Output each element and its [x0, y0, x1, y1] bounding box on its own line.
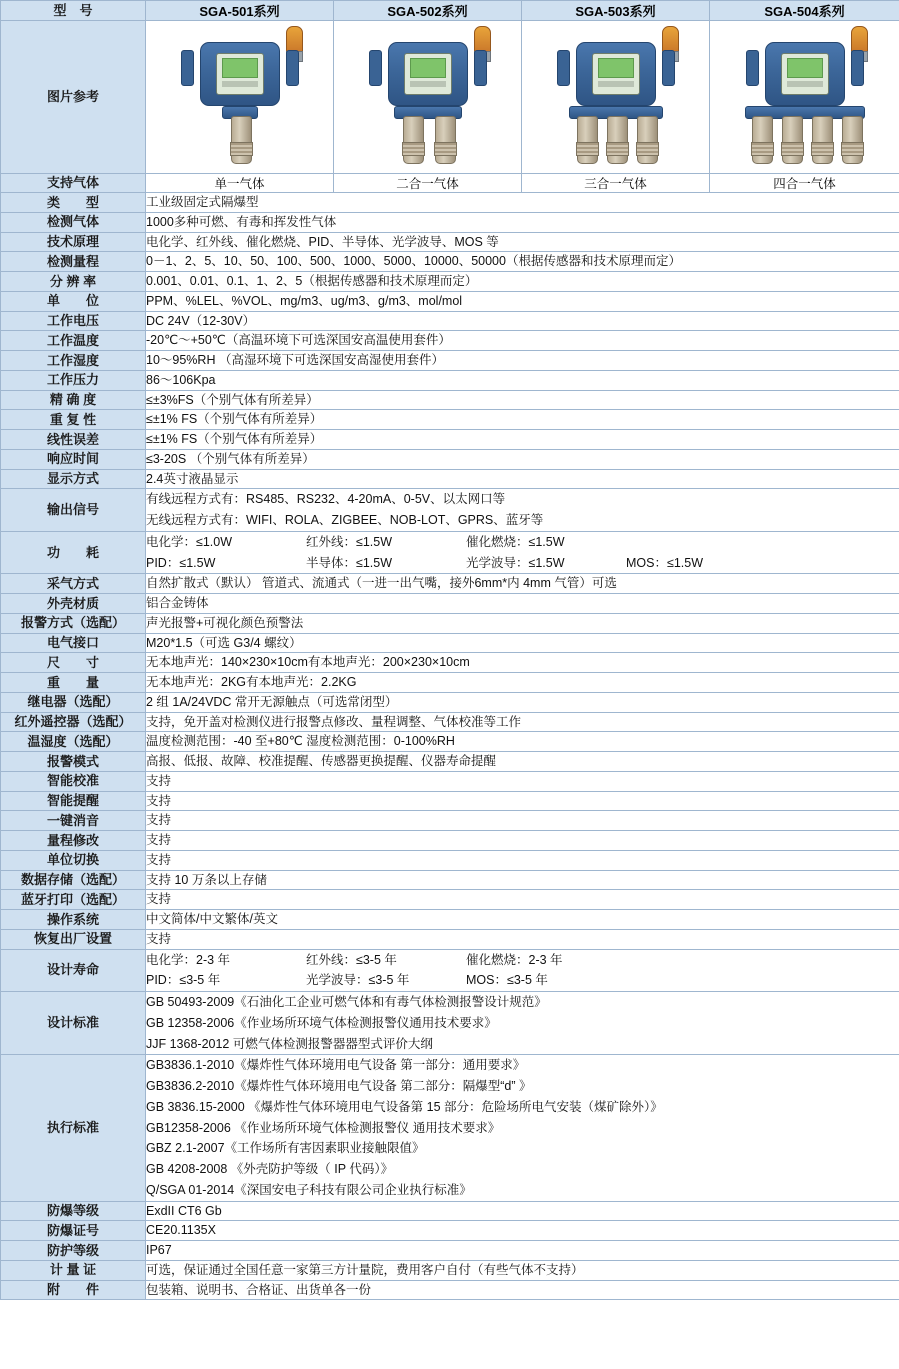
sensor-probe: [403, 116, 424, 164]
row-label-weight: 重 量: [1, 673, 146, 693]
table-row-design-standard: [1, 992, 899, 1055]
design-life-item: 催化燃烧：2-3 年: [466, 952, 563, 967]
size-part-1: 无本地声光：140×230×10cm: [146, 655, 308, 670]
table-row-accuracy: [1, 390, 899, 410]
power-item: 半导体：≤1.5W: [306, 555, 393, 570]
row-label-temp-humidity-option: 温湿度（选配）: [1, 732, 146, 752]
row-label-accuracy: 精 确 度: [1, 390, 146, 410]
row-label-housing-material: 外壳材质: [1, 594, 146, 614]
row-label-design-life: 设计寿命: [1, 949, 146, 992]
row-label-pressure: 工作压力: [1, 370, 146, 390]
design-life-item: [626, 951, 776, 970]
sensor-probe: [607, 116, 628, 164]
keypad: [222, 81, 258, 87]
row-value-ir-remote: 支持，免开盖对检测仪进行报警点修改、量程调整、气体校准等工作: [146, 712, 899, 732]
row-value-humidity: 10～95%RH （高湿环境下可选深国安高湿使用套件）: [146, 351, 899, 371]
sensor-probe: [637, 116, 658, 164]
row-value-explosion-proof-grade: ExdII CT6 Gb: [146, 1201, 899, 1221]
product-image-4: [710, 21, 899, 174]
row-value-linearity: ≤±1% FS（个别气体有所差异）: [146, 430, 899, 450]
table-row-range: [1, 252, 899, 272]
row-label-repeatability: 重 复 性: [1, 410, 146, 430]
power-line-2: [146, 553, 899, 574]
row-label-data-storage: 数据存储（选配）: [1, 870, 146, 890]
row-label-relay: 继电器（选配）: [1, 692, 146, 712]
row-label-supported-gas: 支持气体: [1, 174, 146, 193]
keypad: [787, 81, 823, 87]
sensor-probe: [577, 116, 598, 164]
sensor-probe: [812, 116, 833, 164]
power-item: 光学波导：≤1.5W: [466, 555, 565, 570]
table-row-display: [1, 469, 899, 489]
table-row-linearity: [1, 430, 899, 450]
row-label-one-key-mute: 一键消音: [1, 811, 146, 831]
detector-housing: [200, 42, 280, 106]
row-value-voltage: DC 24V（12-30V）: [146, 311, 899, 331]
size-part-2: 有本地声光：200×230×10cm: [307, 655, 470, 670]
row-label-power: 功 耗: [1, 531, 146, 574]
table-row-supported-gas: [1, 174, 899, 193]
row-label-metrology-cert: 计 量 证: [1, 1260, 146, 1280]
row-value-display: 2.4英寸液晶显示: [146, 469, 899, 489]
row-label-linearity: 线性误差: [1, 430, 146, 450]
row-label-smart-calibration: 智能校准: [1, 771, 146, 791]
power-item: [626, 533, 776, 552]
row-label-design-standard: 设计标准: [1, 992, 146, 1055]
row-label-factory-reset: 恢复出厂设置: [1, 929, 146, 949]
table-row-model: [1, 1, 899, 21]
row-label-range: 检测量程: [1, 252, 146, 272]
row-label-model: 型 号: [1, 1, 146, 21]
housing-side-right: [474, 50, 487, 86]
row-label-operating-system: 操作系统: [1, 910, 146, 930]
table-row-power: [1, 531, 899, 574]
sensor-probe: [752, 116, 773, 164]
row-value-bluetooth-print: 支持: [146, 890, 899, 910]
table-row-execution-standard: [1, 1055, 899, 1201]
execution-standard-line: GBZ 2.1-2007《工作场所有害因素职业接触限值》: [146, 1141, 425, 1156]
row-value-accessories: 包装箱、说明书、合格证、出货单各一份: [146, 1280, 899, 1300]
sensor-probe: [842, 116, 863, 164]
keypad: [598, 81, 634, 87]
design-life-item: PID：≤3-5 年: [146, 973, 221, 988]
row-value-temp-humidity-option: 温度检测范围：-40 至+80℃ 湿度检测范围：0-100%RH: [146, 732, 899, 752]
row-value-technology: 电化学、红外线、催化燃烧、PID、半导体、光学波导、MOS 等: [146, 232, 899, 252]
row-label-detect-gas: 检测气体: [1, 212, 146, 232]
table-row-voltage: [1, 311, 899, 331]
table-row-sampling: [1, 574, 899, 594]
row-label-sampling: 采气方式: [1, 574, 146, 594]
design-standard-line: GB 50493-2009《石油化工企业可燃气体和有毒气体检测报警设计规范》: [146, 995, 547, 1009]
row-label-execution-standard: 执行标准: [1, 1055, 146, 1201]
row-value-detect-gas: 1000多种可燃、有毒和挥发性气体: [146, 212, 899, 232]
row-value-range-modify: 支持: [146, 831, 899, 851]
sensor-probe: [782, 116, 803, 164]
sensor-probe: [435, 116, 456, 164]
row-value-output-signal: [146, 489, 899, 532]
detector-display-panel: [216, 53, 264, 95]
design-life-item: 红外线：≤3-5 年: [306, 952, 397, 967]
row-value-operating-system: 中文简体/中文繁体/英文: [146, 910, 899, 930]
table-row-response-time: [1, 449, 899, 469]
table-row-data-storage: [1, 870, 899, 890]
row-value-sampling: 自然扩散式（默认） 管道式、流通式（一进一出气嘴，接外6mm*内 4mm 气管）可选: [146, 574, 899, 594]
keypad: [410, 81, 446, 87]
table-row-explosion-proof-grade: [1, 1201, 899, 1221]
row-label-ip-rating: 防护等级: [1, 1241, 146, 1261]
execution-standard-line: Q/SGA 01-2014《深国安电子科技有限公司企业执行标准》: [146, 1182, 472, 1197]
supported-gas-3: 三合一气体: [522, 174, 710, 193]
gas-detector-illustration-2: [353, 24, 503, 170]
design-life-line-2: [146, 970, 899, 991]
row-value-design-standard: [146, 992, 899, 1055]
detector-housing: [388, 42, 468, 106]
housing-side-left: [557, 50, 570, 86]
table-row-unit-switch: [1, 850, 899, 870]
row-value-alarm-mode: 高报、低报、故障、校准提醒、传感器更换提醒、仪器寿命提醒: [146, 752, 899, 772]
row-label-range-modify: 量程修改: [1, 831, 146, 851]
output-signal-line-2: 无线远程方式有：WIFI、ROLA、ZIGBEE、NOB-LOT、GPRS、蓝牙等: [146, 513, 544, 527]
output-signal-line-1: 有线远程方式有：RS485、RS232、4-20mA、0-5V、以太网口等: [146, 492, 506, 507]
product-image-3: [522, 21, 710, 174]
power-line-1: [146, 532, 899, 553]
row-label-unit: 单 位: [1, 291, 146, 311]
power-item: 电化学：≤1.0W: [146, 534, 233, 549]
row-value-metrology-cert: 可选，保证通过全国任意一家第三方计量院，费用客户自付（有些气体不支持）: [146, 1260, 899, 1280]
row-value-temperature: -20℃～+50℃（高温环境下可选深国安高温使用套件）: [146, 331, 899, 351]
row-label-alarm-method: 报警方式（选配）: [1, 613, 146, 633]
table-row-range-modify: [1, 831, 899, 851]
gas-detector-illustration-1: [165, 24, 315, 170]
row-value-accuracy: ≤±3%FS（个别气体有所差异）: [146, 390, 899, 410]
table-row-smart-calibration: [1, 771, 899, 791]
row-label-display: 显示方式: [1, 469, 146, 489]
row-value-alarm-method: 声光报警+可视化颜色预警法: [146, 613, 899, 633]
table-row-one-key-mute: [1, 811, 899, 831]
detector-housing: [765, 42, 845, 106]
model-header-4: SGA-504系列: [710, 1, 899, 21]
row-label-unit-switch: 单位切换: [1, 850, 146, 870]
housing-side-right: [286, 50, 299, 86]
housing-side-left: [369, 50, 382, 86]
row-label-explosion-proof-grade: 防爆等级: [1, 1201, 146, 1221]
table-row-images: [1, 21, 899, 174]
table-row-size: [1, 653, 899, 673]
table-row-alarm-method: [1, 613, 899, 633]
product-image-1: [146, 21, 334, 174]
gas-detector-illustration-4: [730, 24, 880, 170]
row-value-range: 0－1、2、5、10、50、100、500、1000、5000、10000、50000（根据传感器和技术原理而定）: [146, 252, 899, 272]
design-life-item: 光学波导：≤3-5 年: [306, 973, 410, 988]
row-value-unit-switch: 支持: [146, 850, 899, 870]
row-label-response-time: 响应时间: [1, 449, 146, 469]
table-row-bluetooth-print: [1, 890, 899, 910]
housing-side-right: [662, 50, 675, 86]
row-label-technology: 技术原理: [1, 232, 146, 252]
row-label-voltage: 工作电压: [1, 311, 146, 331]
row-value-size: [146, 653, 899, 673]
execution-standard-line: GB3836.1-2010《爆炸性气体环境用电气设备 第一部分：通用要求》: [146, 1058, 526, 1073]
housing-side-right: [851, 50, 864, 86]
row-value-housing-material: 铝合金铸体: [146, 594, 899, 614]
row-label-image-reference: 图片参考: [1, 21, 146, 174]
table-row-technology: [1, 232, 899, 252]
lcd-screen: [598, 58, 634, 78]
table-row-detect-gas: [1, 212, 899, 232]
row-value-explosion-proof-cert: CE20.1135X: [146, 1221, 899, 1241]
row-label-electrical-interface: 电气接口: [1, 633, 146, 653]
table-row-explosion-proof-cert: [1, 1221, 899, 1241]
table-row-operating-system: [1, 910, 899, 930]
power-item: MOS：≤1.5W: [626, 555, 704, 570]
lcd-screen: [410, 58, 446, 78]
supported-gas-4: 四合一气体: [710, 174, 899, 193]
design-standard-line: JJF 1368-2012 可燃气体检测报警器器型式评价大纲: [146, 1036, 433, 1051]
weight-part-2: 有本地声光：2.2KG: [246, 675, 357, 689]
table-body: [1, 1, 899, 1300]
table-row-accessories: [1, 1280, 899, 1300]
row-label-smart-reminder: 智能提醒: [1, 791, 146, 811]
sensor-probe: [231, 116, 252, 164]
weight-part-1: 无本地声光：2KG: [146, 675, 247, 689]
row-value-relay: 2 组 1A/24VDC 常开无源触点（可选常闭型）: [146, 692, 899, 712]
row-value-data-storage: 支持 10 万条以上存储: [146, 870, 899, 890]
row-value-factory-reset: 支持: [146, 929, 899, 949]
table-row-unit: [1, 291, 899, 311]
design-life-item: [626, 971, 776, 990]
row-label-explosion-proof-cert: 防爆证号: [1, 1221, 146, 1241]
execution-standard-line: GB3836.2-2010《爆炸性气体环境用电气设备 第二部分：隔爆型“d” 》: [146, 1079, 532, 1093]
row-value-type: 工业级固定式隔爆型: [146, 193, 899, 213]
row-label-type: 类 型: [1, 193, 146, 213]
model-header-3: SGA-503系列: [522, 1, 710, 21]
table-row-metrology-cert: [1, 1260, 899, 1280]
row-value-unit: PPM、%LEL、%VOL、mg/m3、ug/m3、g/m3、mol/mol: [146, 291, 899, 311]
table-row-pressure: [1, 370, 899, 390]
power-item: 红外线：≤1.5W: [306, 534, 393, 549]
model-header-1: SGA-501系列: [146, 1, 334, 21]
table-row-housing-material: [1, 594, 899, 614]
supported-gas-2: 二合一气体: [334, 174, 522, 193]
execution-standard-line: GB12358-2006 《作业场所环境气体检测报警仪 通用技术要求》: [146, 1120, 501, 1135]
power-item: PID：≤1.5W: [146, 555, 216, 570]
detector-display-panel: [781, 53, 829, 95]
table-row-alarm-mode: [1, 752, 899, 772]
row-label-resolution: 分 辨 率: [1, 272, 146, 292]
row-label-output-signal: 输出信号: [1, 489, 146, 532]
table-row-smart-reminder: [1, 791, 899, 811]
execution-standard-line: GB 3836.15-2000 《爆炸性气体环境用电气设备第 15 部分：危险场所电气安装（煤矿除外）》: [146, 1099, 663, 1114]
row-label-size: 尺 寸: [1, 653, 146, 673]
table-row-type: [1, 193, 899, 213]
row-label-temperature: 工作温度: [1, 331, 146, 351]
housing-side-left: [181, 50, 194, 86]
row-label-humidity: 工作湿度: [1, 351, 146, 371]
row-value-execution-standard: [146, 1055, 899, 1201]
table-row-factory-reset: [1, 929, 899, 949]
row-value-resolution: 0.001、0.01、0.1、1、2、5（根据传感器和技术原理而定）: [146, 272, 899, 292]
supported-gas-1: 单一气体: [146, 174, 334, 193]
row-value-repeatability: ≤±1% FS（个别气体有所差异）: [146, 410, 899, 430]
row-value-electrical-interface: M20*1.5（可选 G3/4 螺纹）: [146, 633, 899, 653]
row-label-ir-remote: 红外遥控器（选配）: [1, 712, 146, 732]
housing-side-left: [746, 50, 759, 86]
row-value-weight: [146, 673, 899, 693]
table-row-electrical-interface: [1, 633, 899, 653]
row-label-alarm-mode: 报警模式: [1, 752, 146, 772]
execution-standard-line: GB 4208-2008 《外壳防护等级（ IP 代码）》: [146, 1162, 394, 1176]
detector-housing: [576, 42, 656, 106]
design-life-item: 电化学：2-3 年: [146, 952, 231, 967]
detector-display-panel: [592, 53, 640, 95]
table-row-humidity: [1, 351, 899, 371]
row-value-ip-rating: IP67: [146, 1241, 899, 1261]
row-label-bluetooth-print: 蓝牙打印（选配）: [1, 890, 146, 910]
table-row-resolution: [1, 272, 899, 292]
row-value-smart-reminder: 支持: [146, 791, 899, 811]
row-label-accessories: 附 件: [1, 1280, 146, 1300]
design-life-line-1: [146, 950, 899, 971]
lcd-screen: [787, 58, 823, 78]
design-standard-line: GB 12358-2006《作业场所环境气体检测报警仪通用技术要求》: [146, 1015, 497, 1030]
table-row-temp-humidity-option: [1, 732, 899, 752]
table-row-relay: [1, 692, 899, 712]
row-value-one-key-mute: 支持: [146, 811, 899, 831]
table-row-output-signal: [1, 489, 899, 532]
table-row-ir-remote: [1, 712, 899, 732]
table-row-repeatability: [1, 410, 899, 430]
power-item: 催化燃烧：≤1.5W: [466, 534, 565, 549]
table-row-ip-rating: [1, 1241, 899, 1261]
gas-detector-illustration-3: [541, 24, 691, 170]
product-image-2: [334, 21, 522, 174]
detector-display-panel: [404, 53, 452, 95]
table-row-weight: [1, 673, 899, 693]
row-value-design-life: [146, 949, 899, 992]
lcd-screen: [222, 58, 258, 78]
model-header-2: SGA-502系列: [334, 1, 522, 21]
row-value-pressure: 86～106Kpa: [146, 370, 899, 390]
row-value-response-time: ≤3-20S （个别气体有所差异）: [146, 449, 899, 469]
table-row-design-life: [1, 949, 899, 992]
design-life-item: MOS：≤3-5 年: [466, 973, 548, 988]
row-value-smart-calibration: 支持: [146, 771, 899, 791]
table-row-temperature: [1, 331, 899, 351]
row-value-power: [146, 531, 899, 574]
